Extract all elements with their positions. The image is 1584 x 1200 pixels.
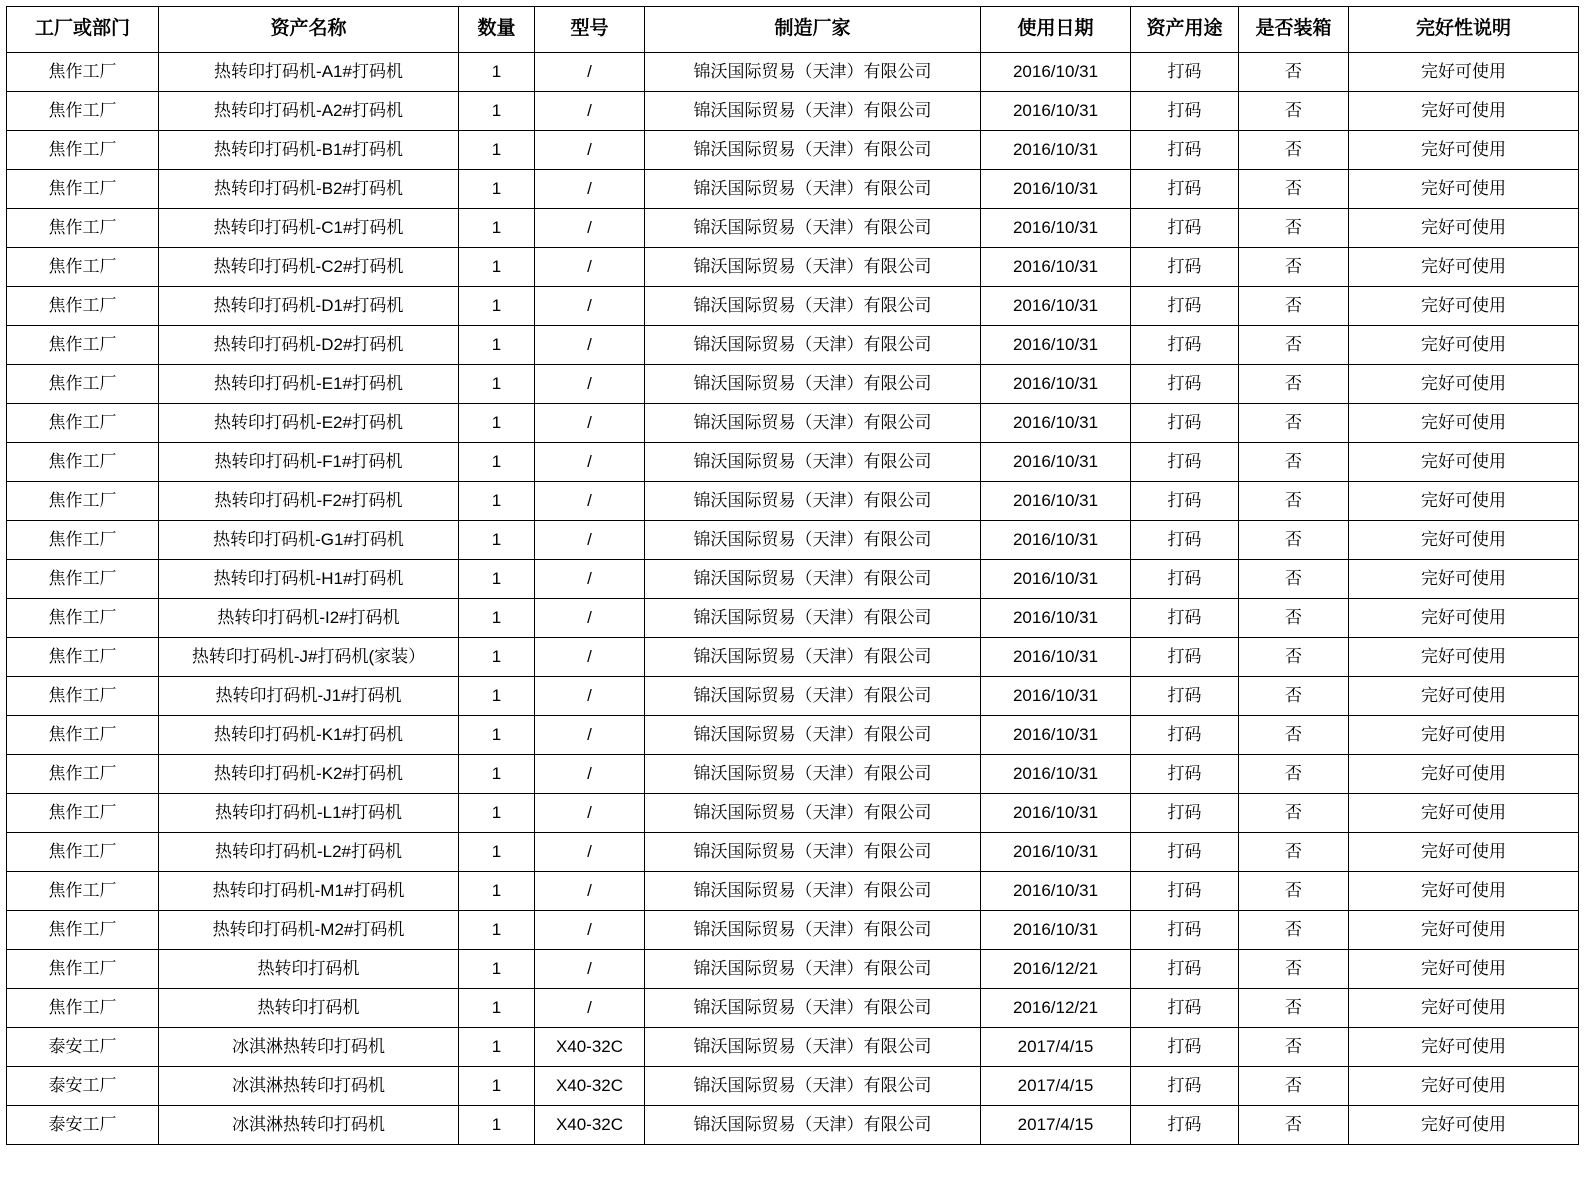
cell-purpose: 打码 — [1131, 325, 1239, 364]
cell-use-date: 2016/10/31 — [981, 91, 1131, 130]
cell-condition: 完好可使用 — [1349, 403, 1579, 442]
cell-manufacturer: 锦沃国际贸易（天津）有限公司 — [645, 1027, 981, 1066]
cell-model: / — [535, 988, 645, 1027]
cell-asset-name: 热转印打码机-A2#打码机 — [159, 91, 459, 130]
cell-asset-name: 冰淇淋热转印打码机 — [159, 1105, 459, 1144]
table-row — [7, 793, 1579, 832]
cell-factory: 焦作工厂 — [7, 52, 159, 91]
cell-quantity: 1 — [459, 52, 535, 91]
cell-use-date: 2016/10/31 — [981, 130, 1131, 169]
cell-manufacturer: 锦沃国际贸易（天津）有限公司 — [645, 208, 981, 247]
cell-asset-name: 热转印打码机-C1#打码机 — [159, 208, 459, 247]
cell-asset-name: 热转印打码机-L1#打码机 — [159, 793, 459, 832]
cell-model: / — [535, 598, 645, 637]
table-row — [7, 1105, 1579, 1144]
cell-factory: 焦作工厂 — [7, 871, 159, 910]
cell-asset-name: 热转印打码机-B1#打码机 — [159, 130, 459, 169]
cell-quantity: 1 — [459, 871, 535, 910]
cell-boxed: 否 — [1239, 949, 1349, 988]
cell-purpose: 打码 — [1131, 364, 1239, 403]
cell-purpose: 打码 — [1131, 169, 1239, 208]
cell-model: / — [535, 676, 645, 715]
asset-table — [6, 6, 1579, 1145]
column-header-use-date: 使用日期 — [981, 7, 1131, 53]
cell-asset-name: 热转印打码机-I2#打码机 — [159, 598, 459, 637]
cell-factory: 焦作工厂 — [7, 910, 159, 949]
cell-use-date: 2016/10/31 — [981, 520, 1131, 559]
column-header-boxed: 是否装箱 — [1239, 7, 1349, 53]
cell-use-date: 2016/12/21 — [981, 949, 1131, 988]
cell-boxed: 否 — [1239, 481, 1349, 520]
cell-purpose: 打码 — [1131, 1027, 1239, 1066]
cell-boxed: 否 — [1239, 286, 1349, 325]
table-row — [7, 910, 1579, 949]
cell-model: / — [535, 130, 645, 169]
cell-quantity: 1 — [459, 520, 535, 559]
table-row — [7, 403, 1579, 442]
cell-quantity: 1 — [459, 208, 535, 247]
cell-boxed: 否 — [1239, 1066, 1349, 1105]
cell-asset-name: 热转印打码机 — [159, 949, 459, 988]
cell-quantity: 1 — [459, 676, 535, 715]
cell-use-date: 2016/10/31 — [981, 793, 1131, 832]
cell-purpose: 打码 — [1131, 286, 1239, 325]
cell-asset-name: 热转印打码机-A1#打码机 — [159, 52, 459, 91]
cell-purpose: 打码 — [1131, 637, 1239, 676]
cell-model: / — [535, 91, 645, 130]
cell-factory: 焦作工厂 — [7, 832, 159, 871]
cell-use-date: 2016/12/21 — [981, 988, 1131, 1027]
table-row — [7, 286, 1579, 325]
cell-purpose: 打码 — [1131, 247, 1239, 286]
cell-purpose: 打码 — [1131, 910, 1239, 949]
cell-condition: 完好可使用 — [1349, 481, 1579, 520]
cell-factory: 焦作工厂 — [7, 988, 159, 1027]
cell-condition: 完好可使用 — [1349, 871, 1579, 910]
cell-manufacturer: 锦沃国际贸易（天津）有限公司 — [645, 832, 981, 871]
column-header-quantity: 数量 — [459, 7, 535, 53]
cell-condition: 完好可使用 — [1349, 325, 1579, 364]
cell-quantity: 1 — [459, 91, 535, 130]
cell-purpose: 打码 — [1131, 793, 1239, 832]
cell-boxed: 否 — [1239, 325, 1349, 364]
cell-purpose: 打码 — [1131, 949, 1239, 988]
column-header-manufacturer: 制造厂家 — [645, 7, 981, 53]
cell-model: / — [535, 793, 645, 832]
cell-factory: 焦作工厂 — [7, 247, 159, 286]
cell-quantity: 1 — [459, 247, 535, 286]
cell-purpose: 打码 — [1131, 715, 1239, 754]
cell-model: X40-32C — [535, 1066, 645, 1105]
cell-asset-name: 冰淇淋热转印打码机 — [159, 1027, 459, 1066]
cell-use-date: 2016/10/31 — [981, 364, 1131, 403]
cell-purpose: 打码 — [1131, 481, 1239, 520]
cell-purpose: 打码 — [1131, 403, 1239, 442]
cell-quantity: 1 — [459, 715, 535, 754]
cell-factory: 焦作工厂 — [7, 325, 159, 364]
cell-factory: 泰安工厂 — [7, 1066, 159, 1105]
cell-manufacturer: 锦沃国际贸易（天津）有限公司 — [645, 247, 981, 286]
table-row — [7, 481, 1579, 520]
table-row — [7, 1066, 1579, 1105]
cell-condition: 完好可使用 — [1349, 793, 1579, 832]
cell-model: / — [535, 637, 645, 676]
cell-model: / — [535, 208, 645, 247]
cell-condition: 完好可使用 — [1349, 715, 1579, 754]
cell-use-date: 2017/4/15 — [981, 1066, 1131, 1105]
cell-manufacturer: 锦沃国际贸易（天津）有限公司 — [645, 91, 981, 130]
cell-condition: 完好可使用 — [1349, 988, 1579, 1027]
cell-use-date: 2016/10/31 — [981, 637, 1131, 676]
cell-quantity: 1 — [459, 442, 535, 481]
cell-asset-name: 冰淇淋热转印打码机 — [159, 1066, 459, 1105]
cell-quantity: 1 — [459, 1027, 535, 1066]
cell-boxed: 否 — [1239, 169, 1349, 208]
table-row — [7, 637, 1579, 676]
cell-factory: 焦作工厂 — [7, 598, 159, 637]
cell-condition: 完好可使用 — [1349, 91, 1579, 130]
cell-asset-name: 热转印打码机-K1#打码机 — [159, 715, 459, 754]
table-body — [7, 52, 1579, 1144]
table-row — [7, 247, 1579, 286]
cell-purpose: 打码 — [1131, 208, 1239, 247]
cell-quantity: 1 — [459, 910, 535, 949]
cell-model: / — [535, 520, 645, 559]
cell-factory: 泰安工厂 — [7, 1105, 159, 1144]
column-header-model: 型号 — [535, 7, 645, 53]
cell-boxed: 否 — [1239, 676, 1349, 715]
cell-use-date: 2017/4/15 — [981, 1027, 1131, 1066]
table-row — [7, 871, 1579, 910]
cell-condition: 完好可使用 — [1349, 1027, 1579, 1066]
cell-quantity: 1 — [459, 325, 535, 364]
cell-purpose: 打码 — [1131, 52, 1239, 91]
cell-purpose: 打码 — [1131, 520, 1239, 559]
table-header — [7, 7, 1579, 53]
table-row — [7, 91, 1579, 130]
cell-boxed: 否 — [1239, 559, 1349, 598]
cell-manufacturer: 锦沃国际贸易（天津）有限公司 — [645, 130, 981, 169]
cell-boxed: 否 — [1239, 208, 1349, 247]
cell-use-date: 2016/10/31 — [981, 676, 1131, 715]
cell-condition: 完好可使用 — [1349, 598, 1579, 637]
table-row — [7, 598, 1579, 637]
cell-factory: 焦作工厂 — [7, 481, 159, 520]
cell-boxed: 否 — [1239, 520, 1349, 559]
cell-use-date: 2016/10/31 — [981, 832, 1131, 871]
cell-asset-name: 热转印打码机-B2#打码机 — [159, 169, 459, 208]
cell-purpose: 打码 — [1131, 442, 1239, 481]
cell-quantity: 1 — [459, 481, 535, 520]
cell-asset-name: 热转印打码机-C2#打码机 — [159, 247, 459, 286]
cell-model: X40-32C — [535, 1027, 645, 1066]
cell-asset-name: 热转印打码机-F2#打码机 — [159, 481, 459, 520]
cell-asset-name: 热转印打码机-J1#打码机 — [159, 676, 459, 715]
cell-condition: 完好可使用 — [1349, 442, 1579, 481]
table-row — [7, 520, 1579, 559]
cell-quantity: 1 — [459, 130, 535, 169]
cell-factory: 焦作工厂 — [7, 793, 159, 832]
cell-use-date: 2016/10/31 — [981, 286, 1131, 325]
cell-manufacturer: 锦沃国际贸易（天津）有限公司 — [645, 520, 981, 559]
cell-model: / — [535, 832, 645, 871]
column-header-asset-name: 资产名称 — [159, 7, 459, 53]
cell-condition: 完好可使用 — [1349, 1066, 1579, 1105]
table-row — [7, 325, 1579, 364]
cell-manufacturer: 锦沃国际贸易（天津）有限公司 — [645, 286, 981, 325]
table-row — [7, 442, 1579, 481]
cell-boxed: 否 — [1239, 754, 1349, 793]
cell-boxed: 否 — [1239, 52, 1349, 91]
table-row — [7, 754, 1579, 793]
table-row — [7, 832, 1579, 871]
cell-factory: 焦作工厂 — [7, 676, 159, 715]
cell-manufacturer: 锦沃国际贸易（天津）有限公司 — [645, 793, 981, 832]
cell-use-date: 2016/10/31 — [981, 910, 1131, 949]
cell-factory: 焦作工厂 — [7, 364, 159, 403]
cell-use-date: 2016/10/31 — [981, 403, 1131, 442]
cell-asset-name: 热转印打码机-E1#打码机 — [159, 364, 459, 403]
cell-manufacturer: 锦沃国际贸易（天津）有限公司 — [645, 949, 981, 988]
cell-use-date: 2016/10/31 — [981, 442, 1131, 481]
cell-purpose: 打码 — [1131, 871, 1239, 910]
cell-model: / — [535, 442, 645, 481]
cell-manufacturer: 锦沃国际贸易（天津）有限公司 — [645, 52, 981, 91]
cell-model: / — [535, 364, 645, 403]
table-header-row — [7, 7, 1579, 53]
cell-quantity: 1 — [459, 988, 535, 1027]
cell-purpose: 打码 — [1131, 988, 1239, 1027]
cell-condition: 完好可使用 — [1349, 52, 1579, 91]
cell-use-date: 2016/10/31 — [981, 169, 1131, 208]
cell-quantity: 1 — [459, 793, 535, 832]
cell-boxed: 否 — [1239, 1027, 1349, 1066]
cell-asset-name: 热转印打码机-G1#打码机 — [159, 520, 459, 559]
cell-factory: 焦作工厂 — [7, 169, 159, 208]
table-row — [7, 949, 1579, 988]
cell-boxed: 否 — [1239, 1105, 1349, 1144]
cell-model: / — [535, 910, 645, 949]
cell-boxed: 否 — [1239, 793, 1349, 832]
cell-use-date: 2016/10/31 — [981, 325, 1131, 364]
cell-boxed: 否 — [1239, 247, 1349, 286]
cell-model: / — [535, 247, 645, 286]
cell-boxed: 否 — [1239, 715, 1349, 754]
cell-quantity: 1 — [459, 637, 535, 676]
table-row — [7, 130, 1579, 169]
cell-manufacturer: 锦沃国际贸易（天津）有限公司 — [645, 403, 981, 442]
cell-quantity: 1 — [459, 949, 535, 988]
cell-quantity: 1 — [459, 403, 535, 442]
cell-use-date: 2016/10/31 — [981, 871, 1131, 910]
cell-manufacturer: 锦沃国际贸易（天津）有限公司 — [645, 1066, 981, 1105]
cell-purpose: 打码 — [1131, 1066, 1239, 1105]
cell-quantity: 1 — [459, 754, 535, 793]
cell-factory: 焦作工厂 — [7, 286, 159, 325]
cell-factory: 焦作工厂 — [7, 520, 159, 559]
cell-asset-name: 热转印打码机-M1#打码机 — [159, 871, 459, 910]
cell-manufacturer: 锦沃国际贸易（天津）有限公司 — [645, 442, 981, 481]
cell-manufacturer: 锦沃国际贸易（天津）有限公司 — [645, 715, 981, 754]
cell-condition: 完好可使用 — [1349, 559, 1579, 598]
cell-asset-name: 热转印打码机-L2#打码机 — [159, 832, 459, 871]
cell-condition: 完好可使用 — [1349, 286, 1579, 325]
cell-condition: 完好可使用 — [1349, 364, 1579, 403]
cell-purpose: 打码 — [1131, 1105, 1239, 1144]
cell-factory: 焦作工厂 — [7, 949, 159, 988]
table-row — [7, 715, 1579, 754]
cell-purpose: 打码 — [1131, 598, 1239, 637]
cell-use-date: 2016/10/31 — [981, 598, 1131, 637]
cell-factory: 焦作工厂 — [7, 91, 159, 130]
cell-asset-name: 热转印打码机-D2#打码机 — [159, 325, 459, 364]
cell-manufacturer: 锦沃国际贸易（天津）有限公司 — [645, 598, 981, 637]
cell-model: / — [535, 949, 645, 988]
cell-purpose: 打码 — [1131, 559, 1239, 598]
cell-asset-name: 热转印打码机 — [159, 988, 459, 1027]
cell-condition: 完好可使用 — [1349, 130, 1579, 169]
cell-purpose: 打码 — [1131, 832, 1239, 871]
cell-model: / — [535, 871, 645, 910]
cell-model: / — [535, 325, 645, 364]
cell-manufacturer: 锦沃国际贸易（天津）有限公司 — [645, 637, 981, 676]
cell-boxed: 否 — [1239, 637, 1349, 676]
cell-boxed: 否 — [1239, 130, 1349, 169]
cell-condition: 完好可使用 — [1349, 832, 1579, 871]
cell-asset-name: 热转印打码机-J#打码机(家装） — [159, 637, 459, 676]
cell-condition: 完好可使用 — [1349, 637, 1579, 676]
table-row — [7, 169, 1579, 208]
cell-purpose: 打码 — [1131, 91, 1239, 130]
cell-quantity: 1 — [459, 559, 535, 598]
cell-purpose: 打码 — [1131, 130, 1239, 169]
cell-factory: 焦作工厂 — [7, 442, 159, 481]
cell-model: / — [535, 403, 645, 442]
cell-purpose: 打码 — [1131, 754, 1239, 793]
cell-model: / — [535, 481, 645, 520]
cell-factory: 泰安工厂 — [7, 1027, 159, 1066]
cell-boxed: 否 — [1239, 364, 1349, 403]
cell-boxed: 否 — [1239, 403, 1349, 442]
cell-manufacturer: 锦沃国际贸易（天津）有限公司 — [645, 1105, 981, 1144]
cell-condition: 完好可使用 — [1349, 169, 1579, 208]
table-row — [7, 208, 1579, 247]
cell-boxed: 否 — [1239, 442, 1349, 481]
cell-condition: 完好可使用 — [1349, 949, 1579, 988]
cell-use-date: 2016/10/31 — [981, 481, 1131, 520]
cell-manufacturer: 锦沃国际贸易（天津）有限公司 — [645, 988, 981, 1027]
cell-use-date: 2016/10/31 — [981, 208, 1131, 247]
cell-condition: 完好可使用 — [1349, 247, 1579, 286]
cell-factory: 焦作工厂 — [7, 559, 159, 598]
cell-boxed: 否 — [1239, 910, 1349, 949]
cell-condition: 完好可使用 — [1349, 910, 1579, 949]
cell-model: / — [535, 754, 645, 793]
cell-use-date: 2016/10/31 — [981, 754, 1131, 793]
cell-quantity: 1 — [459, 169, 535, 208]
cell-manufacturer: 锦沃国际贸易（天津）有限公司 — [645, 364, 981, 403]
cell-boxed: 否 — [1239, 91, 1349, 130]
cell-condition: 完好可使用 — [1349, 754, 1579, 793]
cell-quantity: 1 — [459, 832, 535, 871]
cell-model: / — [535, 715, 645, 754]
cell-use-date: 2016/10/31 — [981, 247, 1131, 286]
cell-boxed: 否 — [1239, 988, 1349, 1027]
table-row — [7, 676, 1579, 715]
cell-use-date: 2016/10/31 — [981, 52, 1131, 91]
cell-factory: 焦作工厂 — [7, 715, 159, 754]
cell-manufacturer: 锦沃国际贸易（天津）有限公司 — [645, 325, 981, 364]
cell-quantity: 1 — [459, 598, 535, 637]
cell-purpose: 打码 — [1131, 676, 1239, 715]
cell-factory: 焦作工厂 — [7, 637, 159, 676]
cell-boxed: 否 — [1239, 598, 1349, 637]
cell-boxed: 否 — [1239, 871, 1349, 910]
table-row — [7, 52, 1579, 91]
cell-condition: 完好可使用 — [1349, 208, 1579, 247]
cell-manufacturer: 锦沃国际贸易（天津）有限公司 — [645, 169, 981, 208]
column-header-purpose: 资产用途 — [1131, 7, 1239, 53]
table-row — [7, 559, 1579, 598]
cell-quantity: 1 — [459, 364, 535, 403]
table-row — [7, 988, 1579, 1027]
cell-model: X40-32C — [535, 1105, 645, 1144]
cell-model: / — [535, 52, 645, 91]
cell-manufacturer: 锦沃国际贸易（天津）有限公司 — [645, 676, 981, 715]
cell-manufacturer: 锦沃国际贸易（天津）有限公司 — [645, 910, 981, 949]
cell-asset-name: 热转印打码机-K2#打码机 — [159, 754, 459, 793]
cell-condition: 完好可使用 — [1349, 676, 1579, 715]
cell-model: / — [535, 169, 645, 208]
cell-manufacturer: 锦沃国际贸易（天津）有限公司 — [645, 871, 981, 910]
cell-quantity: 1 — [459, 1105, 535, 1144]
cell-manufacturer: 锦沃国际贸易（天津）有限公司 — [645, 754, 981, 793]
cell-use-date: 2016/10/31 — [981, 715, 1131, 754]
cell-asset-name: 热转印打码机-H1#打码机 — [159, 559, 459, 598]
cell-asset-name: 热转印打码机-E2#打码机 — [159, 403, 459, 442]
cell-use-date: 2017/4/15 — [981, 1105, 1131, 1144]
column-header-factory: 工厂或部门 — [7, 7, 159, 53]
cell-factory: 焦作工厂 — [7, 403, 159, 442]
cell-asset-name: 热转印打码机-F1#打码机 — [159, 442, 459, 481]
cell-condition: 完好可使用 — [1349, 520, 1579, 559]
column-header-condition: 完好性说明 — [1349, 7, 1579, 53]
cell-manufacturer: 锦沃国际贸易（天津）有限公司 — [645, 481, 981, 520]
table-row — [7, 1027, 1579, 1066]
cell-model: / — [535, 559, 645, 598]
cell-factory: 焦作工厂 — [7, 208, 159, 247]
cell-model: / — [535, 286, 645, 325]
table-row — [7, 364, 1579, 403]
cell-asset-name: 热转印打码机-M2#打码机 — [159, 910, 459, 949]
cell-quantity: 1 — [459, 286, 535, 325]
cell-manufacturer: 锦沃国际贸易（天津）有限公司 — [645, 559, 981, 598]
cell-condition: 完好可使用 — [1349, 1105, 1579, 1144]
cell-asset-name: 热转印打码机-D1#打码机 — [159, 286, 459, 325]
cell-factory: 焦作工厂 — [7, 754, 159, 793]
cell-quantity: 1 — [459, 1066, 535, 1105]
cell-boxed: 否 — [1239, 832, 1349, 871]
cell-factory: 焦作工厂 — [7, 130, 159, 169]
cell-use-date: 2016/10/31 — [981, 559, 1131, 598]
